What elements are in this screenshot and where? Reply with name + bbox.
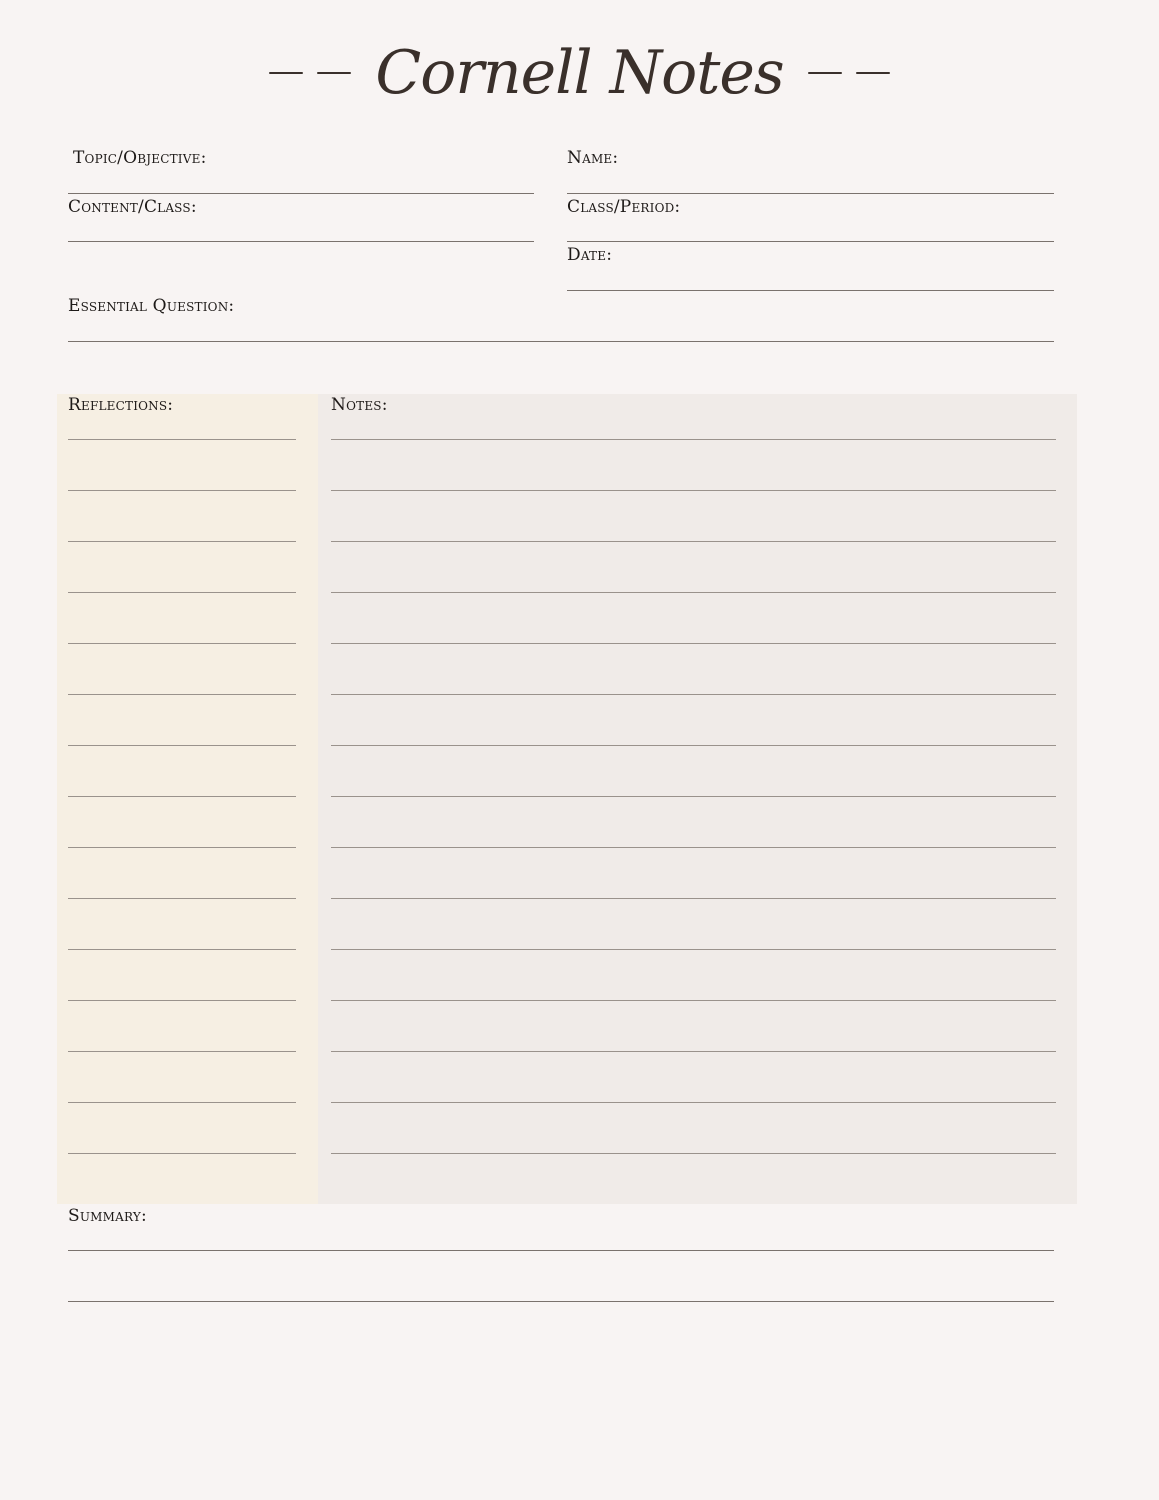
- reflections-writing-line[interactable]: [68, 745, 296, 746]
- summary-line[interactable]: [68, 1250, 1054, 1251]
- reflections-writing-line[interactable]: [68, 694, 296, 695]
- date-label: Date:: [567, 245, 613, 265]
- reflections-writing-line[interactable]: [68, 541, 296, 542]
- reflections-label: Reflections:: [68, 395, 174, 415]
- notes-writing-line[interactable]: [331, 745, 1056, 746]
- content-class-line[interactable]: [68, 241, 534, 242]
- summary-line[interactable]: [68, 1301, 1054, 1302]
- reflections-writing-line[interactable]: [68, 643, 296, 644]
- notes-writing-line[interactable]: [331, 490, 1056, 491]
- name-line[interactable]: [567, 193, 1054, 194]
- title-right-dashes: [808, 72, 890, 74]
- notes-writing-line[interactable]: [331, 1102, 1056, 1103]
- reflections-writing-line[interactable]: [68, 490, 296, 491]
- reflections-writing-line[interactable]: [68, 1102, 296, 1103]
- page-header: [0, 28, 1159, 118]
- notes-writing-line[interactable]: [331, 643, 1056, 644]
- reflections-writing-line[interactable]: [68, 439, 296, 440]
- title-left-dashes: [269, 72, 351, 74]
- reflections-writing-line[interactable]: [68, 847, 296, 848]
- notes-writing-line[interactable]: [331, 694, 1056, 695]
- essential-question-line[interactable]: [68, 341, 1054, 342]
- notes-writing-line[interactable]: [331, 1153, 1056, 1154]
- dash: [808, 72, 842, 74]
- notes-writing-line[interactable]: [331, 949, 1056, 950]
- class-period-label: Class/Period:: [567, 197, 681, 217]
- reflections-writing-line[interactable]: [68, 1153, 296, 1154]
- reflections-writing-line[interactable]: [68, 949, 296, 950]
- topic-objective-line[interactable]: [68, 193, 534, 194]
- notes-writing-line[interactable]: [331, 1000, 1056, 1001]
- notes-label: Notes:: [331, 395, 388, 415]
- class-period-line[interactable]: [567, 241, 1054, 242]
- notes-writing-line[interactable]: [331, 796, 1056, 797]
- reflections-panel: [57, 394, 318, 1204]
- dash: [269, 72, 303, 74]
- notes-writing-line[interactable]: [331, 1051, 1056, 1052]
- reflections-writing-line[interactable]: [68, 898, 296, 899]
- notes-writing-line[interactable]: [331, 439, 1056, 440]
- reflections-writing-line[interactable]: [68, 592, 296, 593]
- date-line[interactable]: [567, 290, 1054, 291]
- reflections-writing-line[interactable]: [68, 796, 296, 797]
- reflections-writing-line[interactable]: [68, 1051, 296, 1052]
- notes-writing-line[interactable]: [331, 847, 1056, 848]
- notes-panel: [318, 394, 1077, 1204]
- notes-writing-line[interactable]: [331, 898, 1056, 899]
- notes-writing-line[interactable]: [331, 541, 1056, 542]
- content-class-label: Content/Class:: [68, 197, 197, 217]
- dash: [856, 72, 890, 74]
- essential-question-label: Essential Question:: [68, 296, 235, 316]
- topic-objective-label: Topic/Objective:: [73, 148, 207, 168]
- notes-writing-line[interactable]: [331, 592, 1056, 593]
- page-title: Cornell Notes: [375, 38, 784, 108]
- reflections-writing-line[interactable]: [68, 1000, 296, 1001]
- summary-label: Summary:: [68, 1206, 147, 1226]
- name-label: Name:: [567, 148, 619, 168]
- dash: [317, 72, 351, 74]
